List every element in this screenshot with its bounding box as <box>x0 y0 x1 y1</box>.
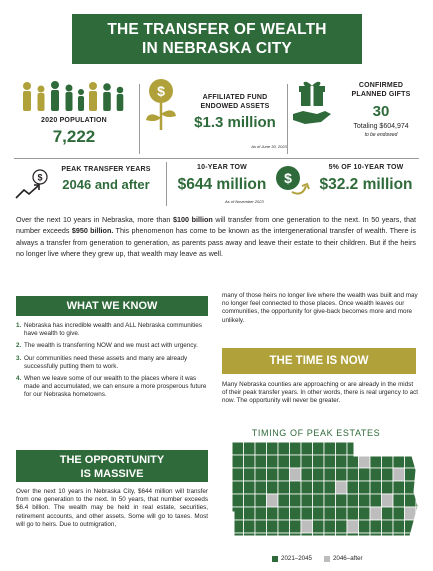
list-number: 4. <box>16 375 22 383</box>
county-cell <box>324 533 336 546</box>
county-cell <box>301 455 313 468</box>
county-cell <box>232 481 244 494</box>
county-cell <box>347 442 359 455</box>
county-cell <box>267 442 279 455</box>
county-cell <box>393 494 405 507</box>
county-cell <box>232 468 244 481</box>
county-cell <box>232 455 244 468</box>
dollar-arrow-icon <box>274 164 310 200</box>
intro-bold: $100 billion <box>173 215 213 224</box>
county-cell <box>290 455 302 468</box>
county-cell <box>370 468 382 481</box>
county-cell <box>405 520 417 533</box>
gifts-total-note: to be endowed <box>364 132 398 138</box>
list-number: 1. <box>16 322 22 329</box>
county-cell <box>382 455 394 468</box>
county-cell <box>313 442 325 455</box>
map-title: TIMING OF PEAK ESTATES <box>251 428 381 438</box>
county-cell <box>324 442 336 455</box>
county-cell <box>290 494 302 507</box>
list-text: When we leave some of our wealth to the places where it was made and accumulated, we can ensure a more prosperous future for our Nebraska hometowns. <box>24 375 207 399</box>
county-cell <box>244 494 256 507</box>
opportunity-heading <box>16 450 208 482</box>
assets-label <box>185 93 285 111</box>
county-cell <box>255 468 267 481</box>
county-cell <box>313 468 325 481</box>
legend-label-a: 2021–2045 <box>281 555 312 562</box>
county-cell <box>347 481 359 494</box>
county-cell <box>313 455 325 468</box>
list-item <box>16 355 208 371</box>
intro-paragraph <box>16 214 416 260</box>
divider <box>139 84 140 154</box>
county-cell <box>290 507 302 520</box>
assets-label-line-2: ENDOWED ASSETS <box>200 103 270 110</box>
county-cell <box>336 442 348 455</box>
county-cell <box>382 442 394 455</box>
divider <box>166 162 167 206</box>
gifts-label <box>337 81 425 99</box>
intro-text: This phenomenon has come to be known as the intergenerational transfer of wealth. There is always a transfer from generation to generation, as parents pass away and leave their estate to their children. But if the heirs no longer live where they grew up, that wealth may leave as well. <box>16 226 416 259</box>
county-cell <box>416 455 420 468</box>
county-cell <box>405 455 417 468</box>
tow-stat <box>170 164 274 194</box>
county-cell <box>301 507 313 520</box>
legend-swatch-b <box>324 556 330 562</box>
county-cell <box>301 468 313 481</box>
county-cell <box>359 533 371 546</box>
county-cell <box>313 507 325 520</box>
county-cell <box>382 494 394 507</box>
county-cell <box>313 533 325 546</box>
county-cell <box>347 455 359 468</box>
continued-text: many of those heirs no longer live where the wealth was built and may no longer feel connected to those places. Once wealth leaves our communities, the opportunity for give-back becomes more and more unlikely. <box>222 292 418 324</box>
county-cell <box>301 520 313 533</box>
county-cell <box>370 481 382 494</box>
county-cell <box>244 507 256 520</box>
county-cell <box>255 442 267 455</box>
county-cell <box>393 507 405 520</box>
opportunity-heading-line-2: IS MASSIVE <box>80 468 144 480</box>
list-number: 2. <box>16 342 22 350</box>
county-cell <box>301 442 313 455</box>
county-cell <box>278 507 290 520</box>
county-cell <box>232 442 244 455</box>
county-cell <box>336 507 348 520</box>
what-we-know-list <box>16 322 208 404</box>
county-cell <box>370 455 382 468</box>
county-cell <box>244 455 256 468</box>
stats-row-top <box>0 78 433 156</box>
county-cell <box>301 494 313 507</box>
county-cell <box>290 520 302 533</box>
county-cell <box>324 481 336 494</box>
county-cell <box>267 468 279 481</box>
list-item <box>16 342 208 350</box>
svg-text:$: $ <box>157 83 165 99</box>
county-cell <box>405 468 417 481</box>
gifts-label-line-1: CONFIRMED <box>358 82 404 89</box>
county-cell <box>278 533 290 546</box>
opportunity-heading-line-1: THE OPPORTUNITY <box>59 454 165 466</box>
tow-label: 10-YEAR TOW <box>197 164 247 171</box>
county-cell <box>313 481 325 494</box>
peak-stat <box>52 166 160 192</box>
assets-stat <box>143 78 287 156</box>
county-cell <box>359 494 371 507</box>
gifts-stat <box>291 78 429 156</box>
county-cell <box>347 533 359 546</box>
county-cell <box>290 533 302 546</box>
opportunity-text: Over the next 10 years in Nebraska City, $644 million will transfer from one generation to the next. In 50 years, that number exceeds $6.4 billion. The wealth may be held in real estate, securities, retirement accounts, and other assets. Some will go to taxes. Most will go to heirs. Due to outmigration, <box>16 488 208 528</box>
county-cell <box>336 468 348 481</box>
gifts-value: 30 <box>372 103 390 120</box>
assets-label-line-1: AFFILIATED FUND <box>202 94 268 101</box>
tow5-value: $32.2 million <box>319 176 413 193</box>
county-cell <box>255 507 267 520</box>
gifts-total: Totaling $604,974 <box>353 123 409 130</box>
county-cell <box>278 494 290 507</box>
county-cell <box>359 468 371 481</box>
county-cell <box>267 494 279 507</box>
stats-row-bottom <box>0 160 433 210</box>
assets-note: As of June 30, 2023 <box>251 144 287 149</box>
county-cell <box>267 533 279 546</box>
county-cell <box>255 494 267 507</box>
county-cell <box>278 468 290 481</box>
legend-label-b: 2046–after <box>332 555 363 562</box>
people-icon <box>19 78 129 112</box>
county-cell <box>382 481 394 494</box>
divider <box>14 158 419 159</box>
county-cell <box>255 481 267 494</box>
county-cell <box>416 468 420 481</box>
county-cell <box>370 520 382 533</box>
county-cell <box>290 481 302 494</box>
county-cell <box>324 455 336 468</box>
list-item <box>16 322 208 338</box>
county-cell <box>255 455 267 468</box>
county-cell <box>347 468 359 481</box>
county-cell <box>313 520 325 533</box>
tow-value: $644 million <box>177 176 267 193</box>
county-cell <box>267 455 279 468</box>
county-cell <box>324 520 336 533</box>
county-cell <box>359 520 371 533</box>
county-cell <box>359 455 371 468</box>
county-cell <box>290 442 302 455</box>
svg-text:$: $ <box>284 170 292 186</box>
county-cell <box>382 533 394 546</box>
money-plant-icon <box>143 78 179 136</box>
population-value: 7,222 <box>52 127 96 146</box>
county-cell <box>405 442 417 455</box>
county-cell <box>393 533 405 546</box>
county-cell <box>255 520 267 533</box>
county-cell <box>336 481 348 494</box>
svg-text:$: $ <box>37 172 43 183</box>
list-item <box>16 375 208 400</box>
county-cell <box>267 507 279 520</box>
county-cell <box>278 481 290 494</box>
county-cell <box>393 520 405 533</box>
county-cell <box>416 520 420 533</box>
population-stat <box>14 78 134 147</box>
intro-bold: $950 billion. <box>71 226 114 236</box>
county-cell <box>347 507 359 520</box>
county-cell <box>347 494 359 507</box>
county-cell <box>382 520 394 533</box>
county-cell <box>370 507 382 520</box>
county-cell <box>359 507 371 520</box>
county-cell <box>244 442 256 455</box>
county-cell <box>301 481 313 494</box>
county-cell <box>336 494 348 507</box>
county-cell <box>336 520 348 533</box>
intro-text: Over the next 10 years in Nebraska, more than <box>16 215 173 224</box>
divider <box>287 84 288 154</box>
county-cell <box>278 455 290 468</box>
legend-swatch-a <box>272 556 278 562</box>
county-cell <box>290 468 302 481</box>
county-cell <box>232 494 244 507</box>
county-cell <box>393 468 405 481</box>
title-line-2: IN NEBRASKA CITY <box>142 40 292 57</box>
page-title <box>72 14 362 64</box>
county-cell <box>244 533 256 546</box>
what-we-know-heading: WHAT WE KNOW <box>16 296 208 316</box>
county-cell <box>382 507 394 520</box>
county-cell <box>393 442 405 455</box>
county-cell <box>267 520 279 533</box>
list-text: Our communities need these assets and many are already successfully putting them to work. <box>24 354 188 370</box>
county-cell <box>244 520 256 533</box>
county-cell <box>336 533 348 546</box>
county-cell <box>370 533 382 546</box>
list-text: Nebraska has incredible wealth and ALL Nebraska communities have wealth to give. <box>24 322 202 338</box>
county-cell <box>393 481 405 494</box>
county-cell <box>267 481 279 494</box>
county-cell <box>393 455 405 468</box>
tow5-label: 5% OF 10-YEAR TOW <box>328 164 404 171</box>
county-cell <box>278 520 290 533</box>
title-line-1: THE TRANSFER OF WEALTH <box>107 21 327 38</box>
tow5-stat <box>310 164 422 194</box>
county-cell <box>336 455 348 468</box>
trend-arrow-icon <box>14 168 50 200</box>
list-text: The wealth is transferring NOW and we must act with urgency. <box>24 342 198 350</box>
county-cell <box>382 468 394 481</box>
gifts-label-line-2: PLANNED GIFTS <box>351 91 411 98</box>
list-number: 3. <box>16 354 22 362</box>
time-is-now-text: Many Nebraska counties are approaching or are already in the midst of their peak transfer years. In other words, there is real urgency to act now. The opportunity will never be greater. <box>222 381 418 405</box>
county-cell <box>416 533 420 546</box>
county-cell <box>359 442 371 455</box>
county-cell <box>324 494 336 507</box>
county-cell <box>370 442 382 455</box>
county-cell <box>255 533 267 546</box>
tow-note: As of November 2023 <box>225 199 264 204</box>
peak-label: PEAK TRANSFER YEARS <box>61 166 151 173</box>
county-cell <box>324 468 336 481</box>
county-cell <box>244 468 256 481</box>
county-cell <box>347 520 359 533</box>
county-cell <box>301 533 313 546</box>
county-cell <box>244 481 256 494</box>
county-cell <box>370 494 382 507</box>
county-cell <box>416 442 420 455</box>
county-cell <box>278 442 290 455</box>
population-label: 2020 POPULATION <box>41 117 107 124</box>
intro-text: will transfer from one generation to the next. In 50 years, that number exceeds <box>16 215 416 236</box>
time-is-now-heading: THE TIME IS NOW <box>222 348 416 374</box>
peak-value: 2046 and after <box>62 177 150 192</box>
county-cell <box>405 494 417 507</box>
county-cell <box>359 481 371 494</box>
county-cell <box>324 507 336 520</box>
assets-value: $1.3 million <box>194 114 276 131</box>
county-cell <box>416 507 420 520</box>
map-legend <box>272 555 363 562</box>
county-cell <box>313 494 325 507</box>
county-cell <box>416 481 420 494</box>
nebraska-county-map <box>230 440 420 550</box>
gift-hand-icon <box>291 78 335 130</box>
